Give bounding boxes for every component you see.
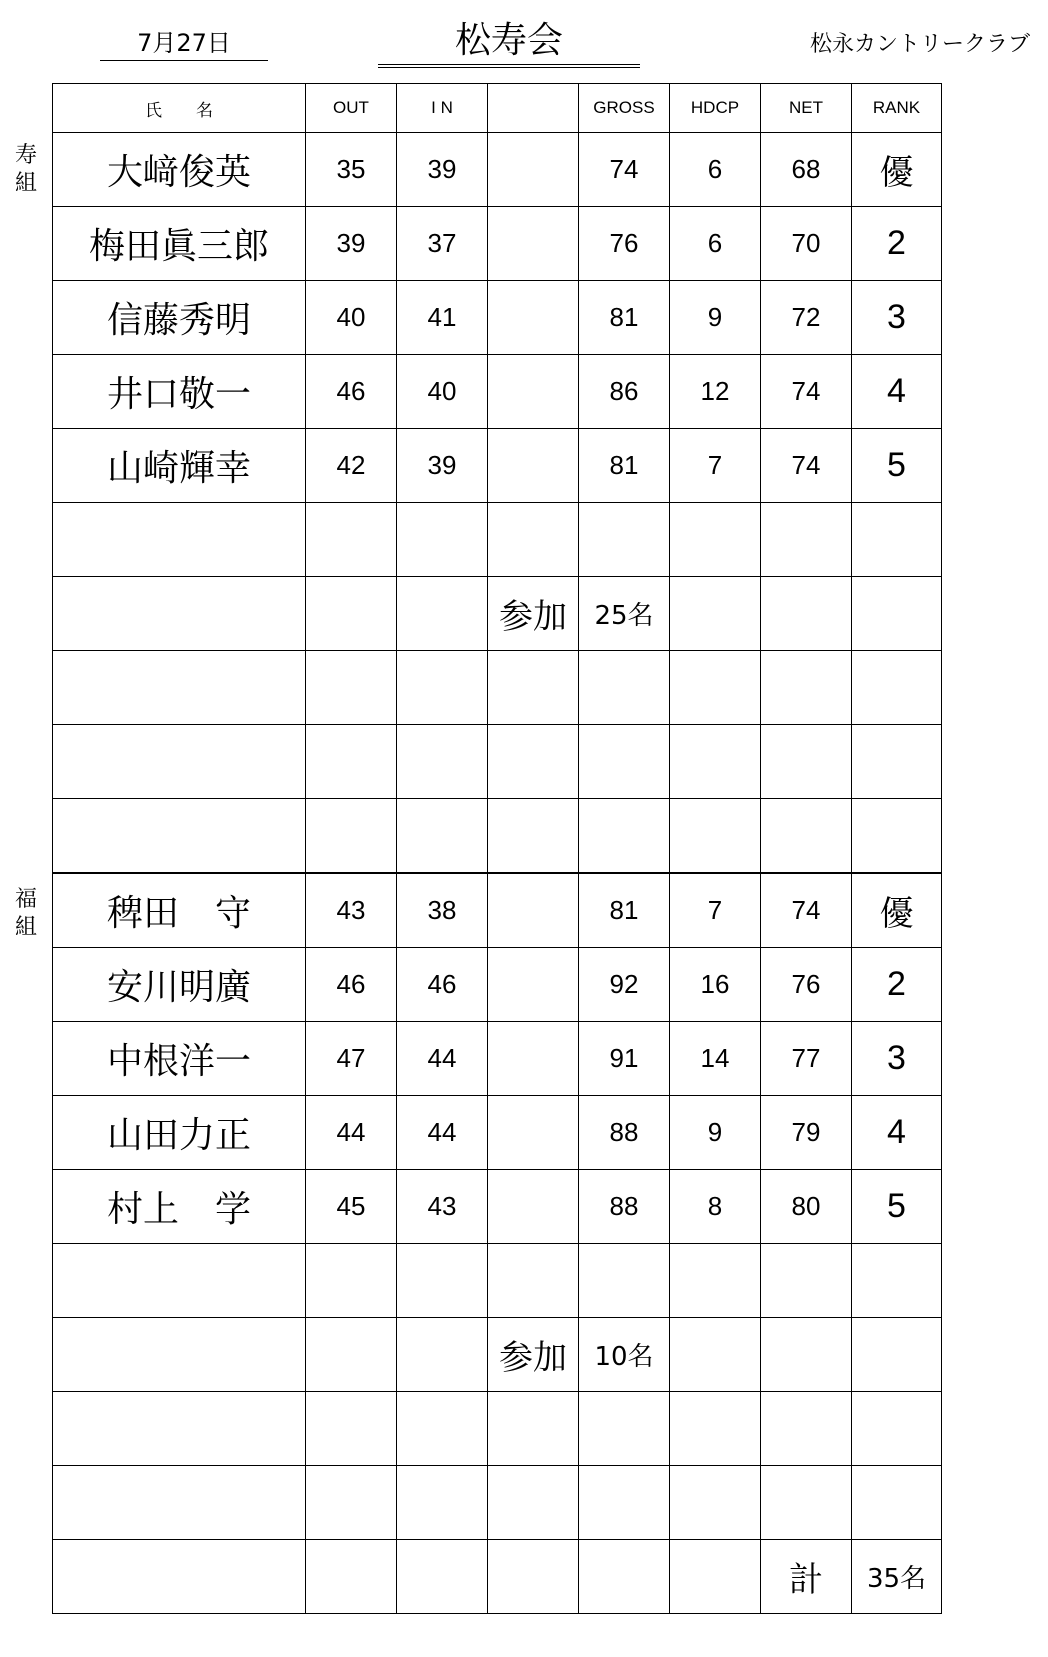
cell-extra <box>488 281 579 355</box>
cell-extra <box>488 1466 579 1540</box>
cell-out: 35 <box>306 133 397 207</box>
cell-name: 安川明廣 <box>53 948 306 1022</box>
cell-out: 40 <box>306 281 397 355</box>
cell-extra <box>488 799 579 874</box>
cell-net <box>761 799 852 874</box>
cell-hdcp <box>670 725 761 799</box>
cell-in: 39 <box>397 429 488 503</box>
cell-rank <box>852 651 942 725</box>
cell-name: 大﨑俊英 <box>53 133 306 207</box>
cell-out: 44 <box>306 1096 397 1170</box>
cell-rank <box>852 1318 942 1392</box>
table-row <box>53 651 942 725</box>
cell-out <box>306 503 397 577</box>
cell-extra: 参加 <box>488 1318 579 1392</box>
cell-out: 46 <box>306 948 397 1022</box>
cell-out: 43 <box>306 873 397 948</box>
cell-rank: 4 <box>852 355 942 429</box>
cell-extra <box>488 1540 579 1614</box>
cell-name <box>53 1540 306 1614</box>
date-label: 7月27日 <box>100 28 268 61</box>
cell-name <box>53 1244 306 1318</box>
cell-in <box>397 725 488 799</box>
col-header-rank: RANK <box>852 84 942 133</box>
cell-extra <box>488 1170 579 1244</box>
table-row <box>53 133 942 207</box>
cell-out <box>306 651 397 725</box>
cell-out <box>306 799 397 874</box>
col-header-net: NET <box>761 84 852 133</box>
cell-in <box>397 651 488 725</box>
cell-extra <box>488 1392 579 1466</box>
cell-extra <box>488 725 579 799</box>
club-name: 松永カントリークラブ <box>809 32 1030 57</box>
cell-in: 40 <box>397 355 488 429</box>
cell-name: 信藤秀明 <box>53 281 306 355</box>
cell-name: 稗田 守 <box>53 873 306 948</box>
cell-name <box>53 577 306 651</box>
cell-out <box>306 725 397 799</box>
cell-in <box>397 1318 488 1392</box>
cell-rank: 5 <box>852 1170 942 1244</box>
cell-extra <box>488 948 579 1022</box>
cell-rank <box>852 577 942 651</box>
cell-extra <box>488 1096 579 1170</box>
cell-rank: 35名 <box>852 1540 942 1614</box>
cell-in <box>397 1392 488 1466</box>
cell-in <box>397 1540 488 1614</box>
cell-net: 74 <box>761 429 852 503</box>
cell-extra <box>488 1022 579 1096</box>
cell-gross: 88 <box>579 1096 670 1170</box>
cell-gross: 10名 <box>579 1318 670 1392</box>
cell-hdcp: 14 <box>670 1022 761 1096</box>
cell-extra <box>488 1244 579 1318</box>
cell-name <box>53 725 306 799</box>
cell-net <box>761 503 852 577</box>
cell-out: 46 <box>306 355 397 429</box>
cell-hdcp: 9 <box>670 281 761 355</box>
cell-name: 中根洋一 <box>53 1022 306 1096</box>
cell-gross <box>579 799 670 874</box>
cell-rank: 優 <box>852 873 942 948</box>
cell-out: 45 <box>306 1170 397 1244</box>
cell-name: 村上 学 <box>53 1170 306 1244</box>
cell-gross: 88 <box>579 1170 670 1244</box>
cell-extra <box>488 429 579 503</box>
cell-in <box>397 799 488 874</box>
cell-extra <box>488 355 579 429</box>
cell-net <box>761 651 852 725</box>
table-row <box>53 1096 942 1170</box>
cell-in <box>397 1244 488 1318</box>
cell-extra <box>488 503 579 577</box>
cell-extra <box>488 207 579 281</box>
cell-name <box>53 503 306 577</box>
cell-hdcp <box>670 1244 761 1318</box>
cell-hdcp <box>670 651 761 725</box>
table-row <box>53 577 942 651</box>
cell-in <box>397 503 488 577</box>
cell-hdcp <box>670 799 761 874</box>
cell-extra: 参加 <box>488 577 579 651</box>
table-row <box>53 429 942 503</box>
cell-gross <box>579 503 670 577</box>
cell-in <box>397 1466 488 1540</box>
cell-gross: 86 <box>579 355 670 429</box>
cell-net: 計 <box>761 1540 852 1614</box>
cell-net: 77 <box>761 1022 852 1096</box>
cell-in: 46 <box>397 948 488 1022</box>
cell-name <box>53 1392 306 1466</box>
cell-net: 76 <box>761 948 852 1022</box>
cell-net: 79 <box>761 1096 852 1170</box>
cell-rank: 2 <box>852 948 942 1022</box>
cell-in: 39 <box>397 133 488 207</box>
cell-rank <box>852 1244 942 1318</box>
cell-gross: 76 <box>579 207 670 281</box>
cell-net <box>761 1244 852 1318</box>
cell-gross: 81 <box>579 429 670 503</box>
score-table <box>52 83 942 1614</box>
col-header-out: OUT <box>306 84 397 133</box>
cell-hdcp: 16 <box>670 948 761 1022</box>
cell-extra <box>488 873 579 948</box>
cell-rank <box>852 1392 942 1466</box>
cell-hdcp <box>670 1540 761 1614</box>
cell-rank <box>852 1466 942 1540</box>
cell-hdcp: 9 <box>670 1096 761 1170</box>
cell-in: 44 <box>397 1022 488 1096</box>
table-row <box>53 1392 942 1466</box>
cell-rank <box>852 503 942 577</box>
cell-in <box>397 577 488 651</box>
cell-name <box>53 799 306 874</box>
cell-in: 38 <box>397 873 488 948</box>
cell-rank: 5 <box>852 429 942 503</box>
table-row <box>53 873 942 948</box>
cell-hdcp <box>670 1392 761 1466</box>
cell-name <box>53 651 306 725</box>
cell-hdcp <box>670 577 761 651</box>
cell-name: 井口敬一 <box>53 355 306 429</box>
cell-name <box>53 1318 306 1392</box>
col-header-gross: GROSS <box>579 84 670 133</box>
table-row <box>53 281 942 355</box>
cell-rank: 4 <box>852 1096 942 1170</box>
cell-gross: 81 <box>579 281 670 355</box>
cell-hdcp: 7 <box>670 429 761 503</box>
header-row <box>53 84 942 133</box>
cell-hdcp: 6 <box>670 133 761 207</box>
cell-gross <box>579 1244 670 1318</box>
table-row <box>53 1466 942 1540</box>
cell-rank: 2 <box>852 207 942 281</box>
cell-hdcp <box>670 1318 761 1392</box>
cell-net: 68 <box>761 133 852 207</box>
cell-hdcp: 6 <box>670 207 761 281</box>
cell-in: 41 <box>397 281 488 355</box>
table-row <box>53 1318 942 1392</box>
cell-hdcp: 12 <box>670 355 761 429</box>
cell-name: 山田力正 <box>53 1096 306 1170</box>
cell-out <box>306 1318 397 1392</box>
cell-net <box>761 577 852 651</box>
cell-in: 43 <box>397 1170 488 1244</box>
cell-hdcp: 8 <box>670 1170 761 1244</box>
cell-out <box>306 577 397 651</box>
cell-out: 42 <box>306 429 397 503</box>
table-row <box>53 799 942 874</box>
table-row <box>53 1022 942 1096</box>
cell-net: 70 <box>761 207 852 281</box>
table-row <box>53 1244 942 1318</box>
table-row <box>53 207 942 281</box>
cell-out <box>306 1466 397 1540</box>
table-row <box>53 1170 942 1244</box>
cell-gross: 25名 <box>579 577 670 651</box>
cell-rank: 優 <box>852 133 942 207</box>
cell-net <box>761 1466 852 1540</box>
cell-in: 37 <box>397 207 488 281</box>
cell-in: 44 <box>397 1096 488 1170</box>
cell-net <box>761 725 852 799</box>
cell-net: 74 <box>761 355 852 429</box>
cell-out <box>306 1244 397 1318</box>
cell-out: 39 <box>306 207 397 281</box>
cell-gross <box>579 651 670 725</box>
col-header-blank <box>488 84 579 133</box>
col-header-hdcp: HDCP <box>670 84 761 133</box>
cell-rank: 3 <box>852 1022 942 1096</box>
cell-net <box>761 1318 852 1392</box>
cell-extra <box>488 133 579 207</box>
cell-net: 74 <box>761 873 852 948</box>
cell-name: 山崎輝幸 <box>53 429 306 503</box>
cell-gross: 92 <box>579 948 670 1022</box>
cell-rank: 3 <box>852 281 942 355</box>
table-row <box>53 1540 942 1614</box>
cell-gross <box>579 1540 670 1614</box>
cell-out: 47 <box>306 1022 397 1096</box>
table-row <box>53 948 942 1022</box>
cell-net: 72 <box>761 281 852 355</box>
group-label-fuku: 福組 <box>14 887 37 940</box>
group-label-kotobuki: 寿組 <box>14 143 37 196</box>
cell-net: 80 <box>761 1170 852 1244</box>
cell-rank <box>852 799 942 874</box>
col-header-name: 氏 名 <box>53 84 306 133</box>
cell-name: 梅田眞三郎 <box>53 207 306 281</box>
cell-gross <box>579 1466 670 1540</box>
col-header-in: I N <box>397 84 488 133</box>
cell-gross: 81 <box>579 873 670 948</box>
cell-out <box>306 1540 397 1614</box>
cell-net <box>761 1392 852 1466</box>
cell-hdcp <box>670 1466 761 1540</box>
cell-gross: 74 <box>579 133 670 207</box>
cell-rank <box>852 725 942 799</box>
table-row <box>53 355 942 429</box>
cell-name <box>53 1466 306 1540</box>
cell-out <box>306 1392 397 1466</box>
cell-gross <box>579 725 670 799</box>
cell-gross: 91 <box>579 1022 670 1096</box>
cell-extra <box>488 651 579 725</box>
page-title: 松寿会 <box>378 20 640 68</box>
cell-gross <box>579 1392 670 1466</box>
cell-hdcp: 7 <box>670 873 761 948</box>
table-row <box>53 503 942 577</box>
table-row <box>53 725 942 799</box>
cell-hdcp <box>670 503 761 577</box>
